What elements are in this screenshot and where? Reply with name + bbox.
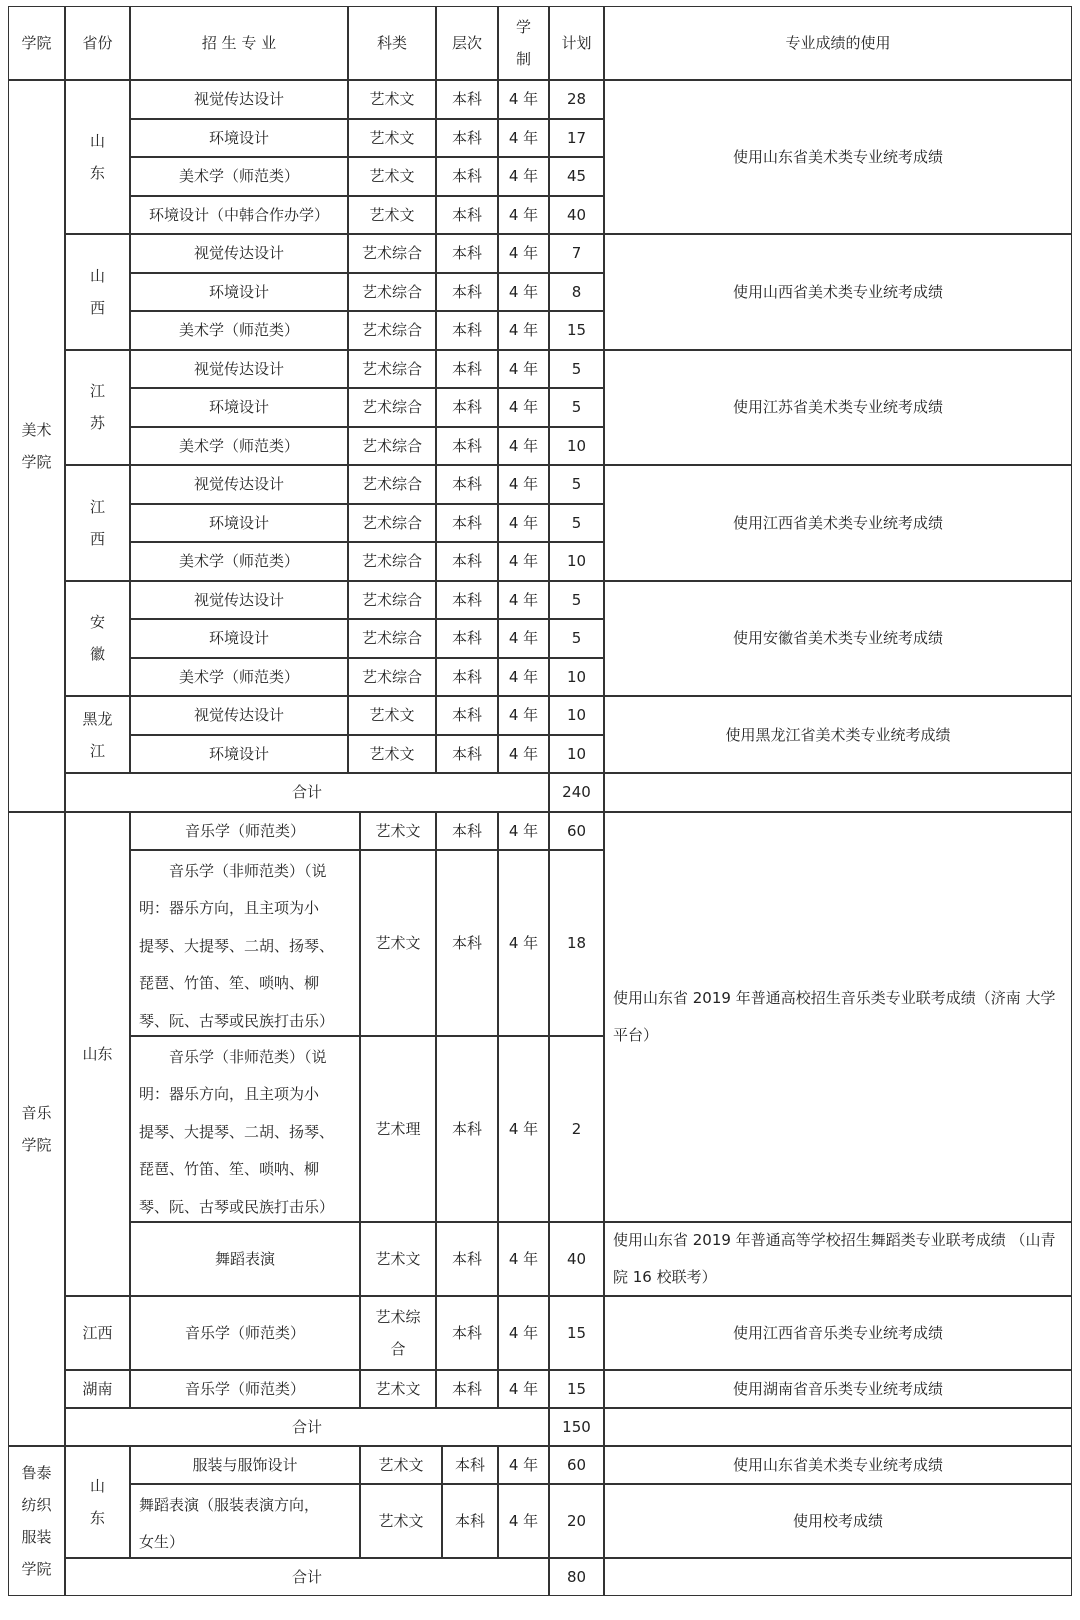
province-cell-heilongjiang: 黑龙 江	[65, 696, 130, 773]
duration-cell: 4 年	[498, 1036, 549, 1222]
duration-cell: 4 年	[498, 465, 549, 504]
level-cell: 本科	[436, 1370, 498, 1408]
level-cell: 本科	[436, 157, 498, 196]
duration-cell: 4 年	[498, 1446, 549, 1484]
level-cell: 本科	[436, 1036, 498, 1222]
level-cell: 本科	[436, 1296, 498, 1370]
plan-cell: 10	[549, 696, 604, 735]
category-cell: 艺术文	[348, 735, 436, 774]
header-duration: 学 制	[498, 6, 549, 80]
college-cell-music: 音乐 学院	[8, 812, 65, 1446]
plan-cell: 15	[549, 1370, 604, 1408]
major-cell: 音乐学（非师范类）（说 明：器乐方向，且主项为小 提琴、大提琴、二胡、扬琴、 琵琶、竹笛、笙、唢呐、柳 琴、阮、古琴或民族打击乐）	[130, 850, 360, 1036]
score-use-cell: 使用安徽省美术类专业统考成绩	[604, 581, 1072, 697]
category-cell: 艺术综合	[348, 350, 436, 389]
header-level: 层次	[436, 6, 498, 80]
major-cell: 环境设计	[130, 619, 348, 658]
level-cell: 本科	[436, 504, 498, 543]
total-label: 合计	[65, 1408, 549, 1446]
header-score-use: 专业成绩的使用	[604, 6, 1072, 80]
score-use-cell: 使用江西省音乐类专业统考成绩	[604, 1296, 1072, 1370]
major-cell: 舞蹈表演	[130, 1222, 360, 1296]
plan-cell: 28	[549, 80, 604, 119]
major-cell: 舞蹈表演（服装表演方向， 女生）	[130, 1484, 360, 1558]
level-cell: 本科	[436, 581, 498, 620]
duration-cell: 4 年	[498, 812, 549, 850]
duration-cell: 4 年	[498, 311, 549, 350]
score-use-cell: 使用江西省美术类专业统考成绩	[604, 465, 1072, 581]
major-cell: 音乐学（师范类）	[130, 812, 360, 850]
level-cell: 本科	[436, 350, 498, 389]
duration-cell: 4 年	[498, 196, 549, 235]
category-cell: 艺术文	[348, 80, 436, 119]
category-cell: 艺术理	[360, 1036, 436, 1222]
college-cell-textile: 鲁泰 纺织 服装 学院	[8, 1446, 65, 1596]
duration-cell: 4 年	[498, 850, 549, 1036]
duration-cell: 4 年	[498, 1370, 549, 1408]
plan-cell: 10	[549, 542, 604, 581]
level-cell: 本科	[436, 542, 498, 581]
plan-cell: 20	[549, 1484, 604, 1558]
total-value: 150	[549, 1408, 604, 1446]
total-value: 80	[549, 1558, 604, 1596]
duration-cell: 4 年	[498, 157, 549, 196]
plan-cell: 5	[549, 465, 604, 504]
score-use-cell: 使用山西省美术类专业统考成绩	[604, 234, 1072, 350]
total-label: 合计	[65, 1558, 549, 1596]
province-cell-shanxi: 山 西	[65, 234, 130, 350]
score-use-cell: 使用黑龙江省美术类专业统考成绩	[604, 696, 1072, 773]
level-cell: 本科	[436, 850, 498, 1036]
major-cell: 环境设计	[130, 735, 348, 774]
plan-cell: 40	[549, 196, 604, 235]
duration-cell: 4 年	[498, 388, 549, 427]
duration-cell: 4 年	[498, 581, 549, 620]
duration-cell: 4 年	[498, 1484, 549, 1558]
category-cell: 艺术综合	[348, 388, 436, 427]
category-cell: 艺术文	[348, 196, 436, 235]
score-use-cell: 使用山东省美术类专业统考成绩	[604, 80, 1072, 234]
category-cell: 艺术综合	[348, 427, 436, 466]
major-cell: 视觉传达设计	[130, 80, 348, 119]
plan-cell: 10	[549, 427, 604, 466]
category-cell: 艺术综合	[348, 504, 436, 543]
plan-cell: 8	[549, 273, 604, 312]
duration-cell: 4 年	[498, 80, 549, 119]
score-use-cell: 使用山东省美术类专业统考成绩	[604, 1446, 1072, 1484]
major-cell: 音乐学（非师范类）（说 明：器乐方向，且主项为小 提琴、大提琴、二胡、扬琴、 琵琶、竹笛、笙、唢呐、柳 琴、阮、古琴或民族打击乐）	[130, 1036, 360, 1222]
duration-cell: 4 年	[498, 234, 549, 273]
level-cell: 本科	[436, 196, 498, 235]
province-cell-anhui: 安 徽	[65, 581, 130, 697]
header-category: 科类	[348, 6, 436, 80]
duration-cell: 4 年	[498, 427, 549, 466]
plan-cell: 60	[549, 812, 604, 850]
level-cell: 本科	[436, 1222, 498, 1296]
total-value: 240	[549, 773, 604, 812]
plan-cell: 10	[549, 735, 604, 774]
level-cell: 本科	[436, 427, 498, 466]
category-cell: 艺术综 合	[360, 1296, 436, 1370]
header-college: 学院	[8, 6, 65, 80]
province-cell-music-shandong: 山东	[65, 812, 130, 1296]
score-use-cell: 使用湖南省音乐类专业统考成绩	[604, 1370, 1072, 1408]
category-cell: 艺术文	[360, 1222, 436, 1296]
major-cell: 视觉传达设计	[130, 581, 348, 620]
score-use-cell-dance: 使用山东省 2019 年普通高等学校招生舞蹈类专业联考成绩 （山青院 16 校联考）	[604, 1222, 1072, 1296]
major-cell: 美术学（师范类）	[130, 311, 348, 350]
duration-cell: 4 年	[498, 619, 549, 658]
score-use-cell: 使用江苏省美术类专业统考成绩	[604, 350, 1072, 466]
plan-cell: 10	[549, 658, 604, 697]
score-use-cell-music: 使用山东省 2019 年普通高校招生音乐类专业联考成绩（济南 大学平台）	[604, 812, 1072, 1222]
level-cell: 本科	[436, 80, 498, 119]
major-cell: 音乐学（师范类）	[130, 1370, 360, 1408]
level-cell: 本科	[436, 658, 498, 697]
major-cell: 美术学（师范类）	[130, 427, 348, 466]
category-cell: 艺术综合	[348, 234, 436, 273]
plan-cell: 5	[549, 504, 604, 543]
duration-cell: 4 年	[498, 350, 549, 389]
major-cell: 环境设计	[130, 119, 348, 158]
score-use-cell: 使用校考成绩	[604, 1484, 1072, 1558]
province-cell-shandong: 山 东	[65, 80, 130, 234]
duration-cell: 4 年	[498, 273, 549, 312]
major-cell: 美术学（师范类）	[130, 658, 348, 697]
province-cell-textile-shandong: 山 东	[65, 1446, 130, 1558]
plan-cell: 5	[549, 581, 604, 620]
major-cell: 美术学（师范类）	[130, 542, 348, 581]
duration-cell: 4 年	[498, 119, 549, 158]
plan-cell: 40	[549, 1222, 604, 1296]
major-cell: 视觉传达设计	[130, 234, 348, 273]
major-cell: 美术学（师范类）	[130, 157, 348, 196]
level-cell: 本科	[436, 234, 498, 273]
level-cell: 本科	[436, 735, 498, 774]
plan-cell: 2	[549, 1036, 604, 1222]
level-cell: 本科	[442, 1446, 498, 1484]
major-cell: 环境设计（中韩合作办学）	[130, 196, 348, 235]
plan-cell: 18	[549, 850, 604, 1036]
plan-cell: 5	[549, 388, 604, 427]
major-cell: 音乐学（师范类）	[130, 1296, 360, 1370]
plan-cell: 5	[549, 350, 604, 389]
category-cell: 艺术文	[360, 1446, 442, 1484]
level-cell: 本科	[436, 696, 498, 735]
plan-cell: 15	[549, 311, 604, 350]
category-cell: 艺术文	[360, 1484, 442, 1558]
major-cell: 环境设计	[130, 388, 348, 427]
category-cell: 艺术文	[360, 1370, 436, 1408]
category-cell: 艺术综合	[348, 542, 436, 581]
duration-cell: 4 年	[498, 735, 549, 774]
total-score-empty	[604, 1558, 1072, 1596]
major-cell: 视觉传达设计	[130, 696, 348, 735]
total-score-empty	[604, 773, 1072, 812]
level-cell: 本科	[442, 1484, 498, 1558]
category-cell: 艺术综合	[348, 273, 436, 312]
category-cell: 艺术综合	[348, 581, 436, 620]
duration-cell: 4 年	[498, 696, 549, 735]
level-cell: 本科	[436, 119, 498, 158]
plan-cell: 7	[549, 234, 604, 273]
plan-cell: 45	[549, 157, 604, 196]
header-province: 省份	[65, 6, 130, 80]
major-cell: 环境设计	[130, 504, 348, 543]
province-cell-music-hunan: 湖南	[65, 1370, 130, 1408]
header-plan: 计划	[549, 6, 604, 80]
plan-cell: 60	[549, 1446, 604, 1484]
total-label: 合计	[65, 773, 549, 812]
college-cell-art: 美术 学院	[8, 80, 65, 812]
duration-cell: 4 年	[498, 504, 549, 543]
category-cell: 艺术文	[360, 850, 436, 1036]
major-cell: 视觉传达设计	[130, 350, 348, 389]
level-cell: 本科	[436, 465, 498, 504]
duration-cell: 4 年	[498, 1296, 549, 1370]
category-cell: 艺术文	[360, 812, 436, 850]
province-cell-jiangxi: 江 西	[65, 465, 130, 581]
major-cell: 服装与服饰设计	[130, 1446, 360, 1484]
total-score-empty	[604, 1408, 1072, 1446]
category-cell: 艺术综合	[348, 658, 436, 697]
category-cell: 艺术综合	[348, 619, 436, 658]
province-cell-jiangsu: 江 苏	[65, 350, 130, 466]
header-major: 招 生 专 业	[130, 6, 348, 80]
plan-cell: 17	[549, 119, 604, 158]
category-cell: 艺术文	[348, 157, 436, 196]
duration-cell: 4 年	[498, 658, 549, 697]
category-cell: 艺术文	[348, 696, 436, 735]
major-cell: 视觉传达设计	[130, 465, 348, 504]
level-cell: 本科	[436, 388, 498, 427]
plan-cell: 5	[549, 619, 604, 658]
level-cell: 本科	[436, 619, 498, 658]
level-cell: 本科	[436, 311, 498, 350]
level-cell: 本科	[436, 812, 498, 850]
plan-cell: 15	[549, 1296, 604, 1370]
duration-cell: 4 年	[498, 542, 549, 581]
level-cell: 本科	[436, 273, 498, 312]
province-cell-music-jiangxi: 江西	[65, 1296, 130, 1370]
major-cell: 环境设计	[130, 273, 348, 312]
category-cell: 艺术综合	[348, 311, 436, 350]
category-cell: 艺术文	[348, 119, 436, 158]
duration-cell: 4 年	[498, 1222, 549, 1296]
category-cell: 艺术综合	[348, 465, 436, 504]
